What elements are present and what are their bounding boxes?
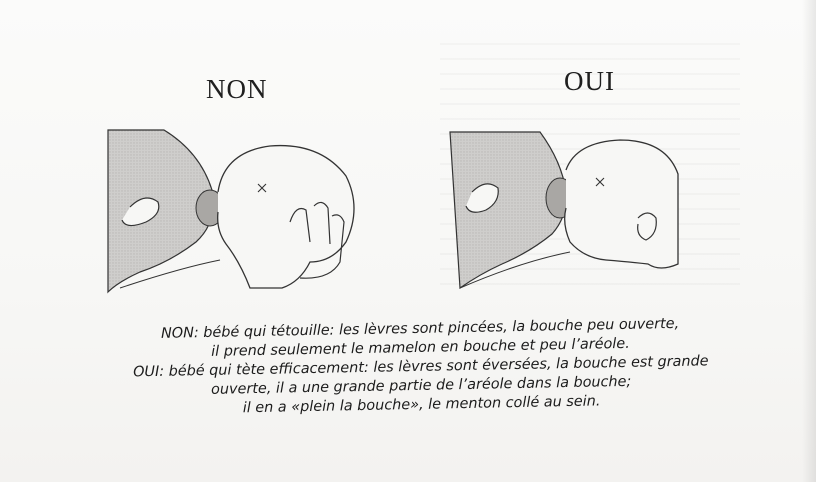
caption-line: il prend seulement le mamelon en bouche et peu l’aréole. (211, 335, 630, 360)
oui-baby-head (565, 140, 678, 268)
oui-panel-drawing (450, 132, 678, 288)
non-panel-drawing (108, 130, 354, 292)
label-oui: OUI (564, 66, 615, 96)
label-non: NON (206, 74, 268, 104)
figure-caption (100, 314, 742, 421)
caption-line: ouverte, il a une grande partie de l’aréole dans la bouche; (210, 373, 632, 398)
caption-line: il en a «plein la bouche», le menton collé au sein. (242, 393, 601, 417)
caption-line: NON: bébé qui tétouille: les lèvres sont pincées, la bouche peu ouverte, (160, 315, 680, 342)
breastfeeding-illustration (100, 112, 680, 302)
caption-line: OUI: bébé qui tète efficacement: les lèvres sont éversées, la bouche est grande (132, 353, 709, 381)
page-edge-shadow (802, 0, 816, 482)
non-baby-head (218, 146, 354, 288)
